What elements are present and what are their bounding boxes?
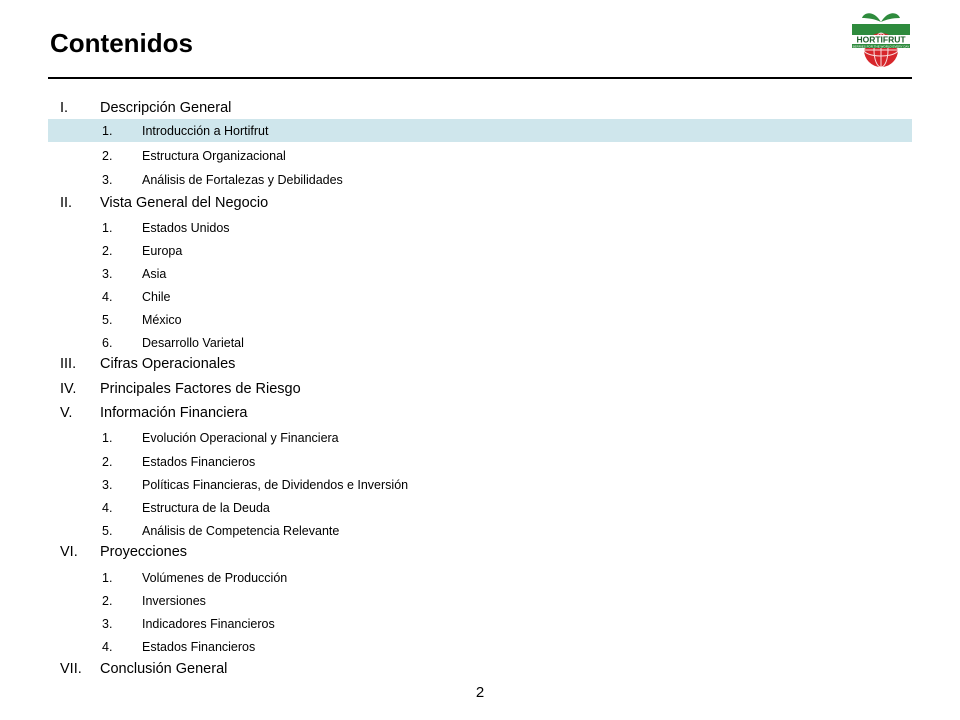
page-title: Contenidos	[50, 28, 193, 58]
toc-item-label: Europa	[142, 244, 183, 258]
toc-item-label: Estructura Organizacional	[142, 149, 286, 163]
toc-item-label: Análisis de Competencia Relevante	[142, 524, 340, 538]
toc-section	[48, 402, 912, 425]
toc-item-number: 1.	[102, 431, 113, 445]
toc-item-label: Políticas Financieras, de Dividendos e Inversión	[142, 478, 409, 492]
toc-item-number: II.	[60, 195, 73, 211]
toc-item-label: Inversiones	[142, 594, 206, 608]
toc-item-number: 4.	[102, 501, 113, 515]
toc-subsection	[48, 168, 912, 191]
toc-subsection	[48, 285, 912, 308]
toc-section	[48, 658, 912, 681]
toc-item-number: 3.	[102, 478, 113, 492]
toc-item-label: Chile	[142, 290, 171, 304]
svg-text:HORTIFRUT: HORTIFRUT	[856, 34, 906, 45]
toc-item-label: Proyecciones	[100, 544, 188, 560]
toc-subsection	[48, 308, 912, 331]
toc-section	[48, 541, 912, 564]
toc-item-label: Descripción General	[100, 100, 232, 116]
page-number: 2	[475, 684, 485, 701]
toc-item-label: Estados Financieros	[142, 640, 256, 654]
toc-item-label: Principales Factores de Riesgo	[100, 381, 301, 397]
toc-item-label: Cifras Operacionales	[100, 356, 236, 372]
toc-subsection	[48, 144, 912, 167]
toc-item-number: 1.	[102, 571, 113, 585]
toc-section	[48, 353, 912, 376]
toc-item-label: Indicadores Financieros	[142, 617, 275, 631]
toc-item-number: 4.	[102, 290, 113, 304]
toc-subsection	[48, 635, 912, 658]
toc-item-label: Desarrollo Varietal	[142, 336, 244, 350]
toc-item-number: VI.	[60, 544, 78, 560]
toc-item-number: VII.	[60, 661, 82, 677]
toc-item-number: 4.	[102, 640, 113, 654]
toc-subsection	[48, 216, 912, 239]
toc-item-number: 5.	[102, 524, 113, 538]
toc-item-number: 1.	[102, 221, 113, 235]
toc-subsection	[48, 239, 912, 262]
toc-item-label: Estados Financieros	[142, 455, 256, 469]
toc-item-number: IV.	[60, 381, 77, 397]
toc-item-number: 2.	[102, 244, 113, 258]
toc-item-number: 2.	[102, 149, 113, 163]
toc-item-number: 2.	[102, 594, 113, 608]
toc-subsection	[48, 119, 912, 142]
toc-item-number: I.	[60, 100, 69, 116]
toc-subsection	[48, 566, 912, 589]
toc-item-label: Información Financiera	[100, 405, 248, 421]
toc-item-number: 2.	[102, 455, 113, 469]
toc-item-label: Volúmenes de Producción	[142, 571, 288, 585]
toc-item-label: Estructura de la Deuda	[142, 501, 270, 515]
toc-section	[48, 378, 912, 401]
toc-subsection	[48, 262, 912, 285]
toc-subsection	[48, 473, 912, 496]
toc-subsection	[48, 426, 912, 449]
toc-item-label: Vista General del Negocio	[100, 195, 269, 211]
toc-item-number: V.	[60, 405, 73, 421]
toc-item-label: Estados Unidos	[142, 221, 230, 235]
toc-subsection	[48, 519, 912, 542]
toc-item-label: Análisis de Fortalezas y Debilidades	[142, 173, 343, 187]
toc-item-number: III.	[60, 356, 77, 372]
toc-section	[48, 97, 912, 120]
toc-section	[48, 192, 912, 215]
toc-item-number: 5.	[102, 313, 113, 327]
toc-item-number: 3.	[102, 173, 113, 187]
toc-item-label: Introducción a Hortifrut	[142, 124, 269, 138]
toc-item-label: Conclusión General	[100, 661, 228, 677]
svg-text:BERRIES FOR THE WORLD EVERY DA: BERRIES FOR THE WORLD EVERY DAY	[852, 44, 910, 49]
toc-subsection	[48, 612, 912, 635]
toc-subsection	[48, 496, 912, 519]
toc-item-label: México	[142, 313, 182, 327]
toc-item-number: 1.	[102, 124, 113, 138]
toc-subsection	[48, 450, 912, 473]
toc-subsection	[48, 589, 912, 612]
toc-item-number: 6.	[102, 336, 113, 350]
toc-subsection	[48, 331, 912, 354]
toc-item-label: Asia	[142, 267, 167, 281]
toc-item-number: 3.	[102, 617, 113, 631]
toc-item-number: 3.	[102, 267, 113, 281]
toc-item-label: Evolución Operacional y Financiera	[142, 431, 339, 445]
